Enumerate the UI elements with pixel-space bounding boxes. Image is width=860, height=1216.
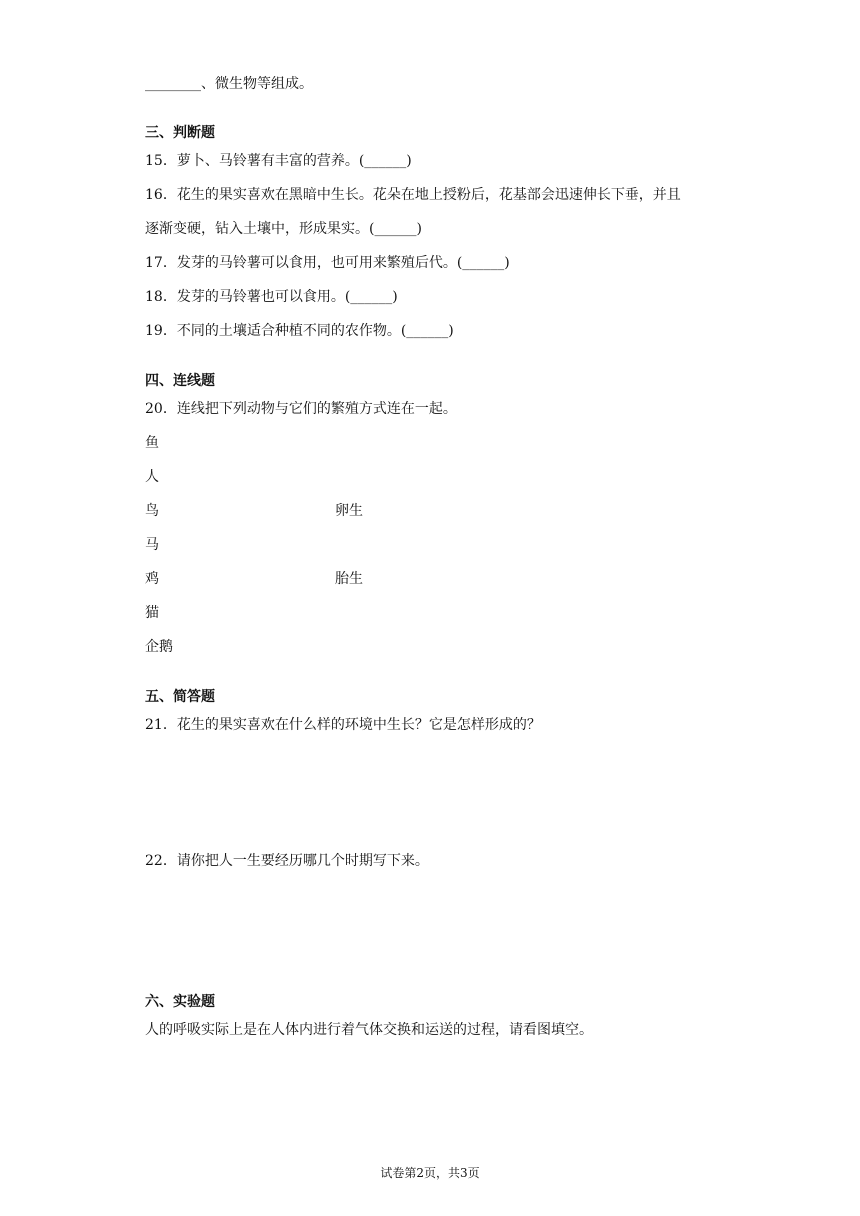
method-item: 胎生 <box>335 571 363 587</box>
section6-intro: 人的呼吸实际上是在人体内进行着气体交换和运送的过程，请看图填空。 <box>145 1022 593 1038</box>
question-18: 18．发芽的马铃薯也可以食用。(______) <box>145 289 398 305</box>
animal-item: 鱼 <box>145 435 159 451</box>
question-15: 15．萝卜、马铃薯有丰富的营养。(______) <box>145 153 412 169</box>
animal-item: 猫 <box>145 605 159 621</box>
animal-item: 鸟 <box>145 503 159 519</box>
question-20: 20．连线把下列动物与它们的繁殖方式连在一起。 <box>145 401 457 417</box>
question-21: 21．花生的果实喜欢在什么样的环境中生长？它是怎样形成的？ <box>145 717 541 733</box>
method-item: 卵生 <box>335 503 363 519</box>
question-17: 17．发芽的马铃薯可以食用，也可用来繁殖后代。(______) <box>145 255 510 271</box>
question-19: 19．不同的土壤适合种植不同的农作物。(______) <box>145 323 454 339</box>
section4-heading: 四、连线题 <box>145 373 215 389</box>
question-22: 22．请你把人一生要经历哪几个时期写下来。 <box>145 853 429 869</box>
section2-tail-text: ________、微生物等组成。 <box>145 76 313 92</box>
page-footer: 试卷第2页，共3页 <box>380 1166 480 1180</box>
animal-item: 马 <box>145 537 159 553</box>
section6-heading: 六、实验题 <box>145 994 215 1010</box>
section5-heading: 五、简答题 <box>145 689 215 705</box>
section3-heading: 三、判断题 <box>145 125 215 141</box>
animal-item: 企鹅 <box>145 639 173 655</box>
question-16-line2: 逐渐变硬，钻入土壤中，形成果实。(______) <box>145 221 422 237</box>
animal-item: 鸡 <box>145 571 159 587</box>
question-16-line1: 16．花生的果实喜欢在黑暗中生长。花朵在地上授粉后，花基部会迅速伸长下垂，并且 <box>145 187 681 203</box>
animal-item: 人 <box>145 469 159 485</box>
